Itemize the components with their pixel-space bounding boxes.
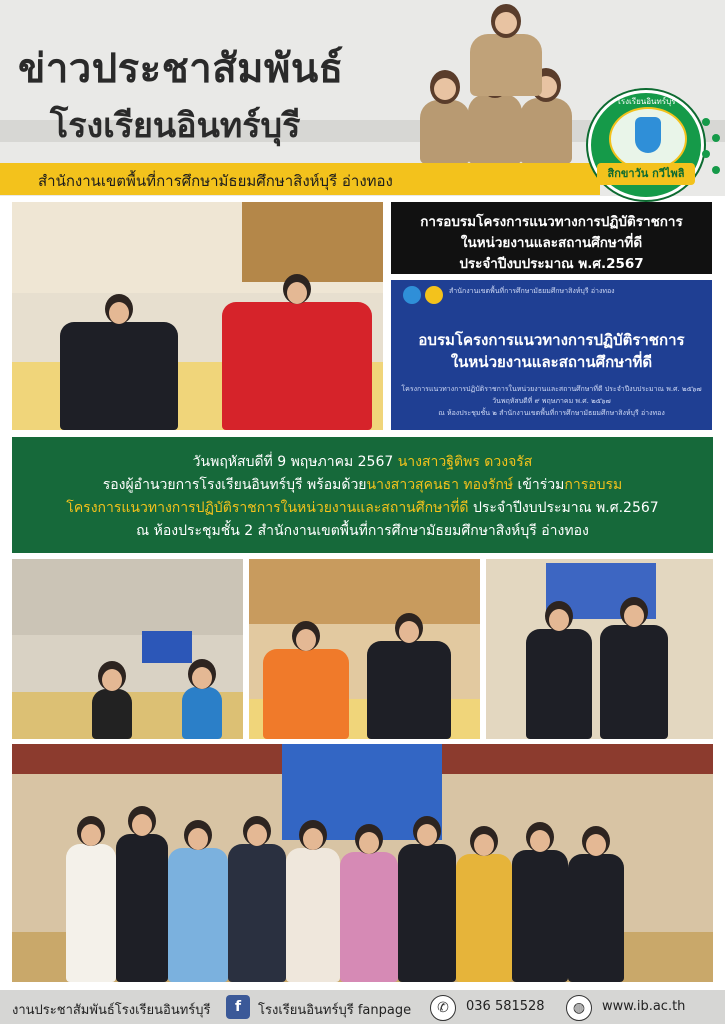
description-line: โครงการแนวทางการปฏิบัติราชการในหน่วยงานและสถานศึกษาที่ดี ประจำปีงบประมาณ พ.ศ.2567 xyxy=(66,500,659,516)
school-logo xyxy=(588,90,704,200)
footer xyxy=(0,990,725,1024)
officer-figure xyxy=(520,98,572,164)
footer-facebook-link[interactable]: โรงเรียนอินทร์บุรี fanpage xyxy=(258,1003,412,1018)
footer-website-link[interactable]: www.ib.ac.th xyxy=(602,999,686,1014)
description-line: ณ ห้องประชุมชั้น 2 สำนักงานเขตพื้นที่การศึกษามัธยมศึกษาสิงห์บุรี อ่างทอง xyxy=(136,523,589,539)
slide-subtext: วันพฤหัสบดีที่ ๙ พฤษภาคม พ.ศ. ๒๕๖๗ xyxy=(492,397,611,405)
officer-figure xyxy=(470,34,542,96)
school-name: โรงเรียนอินทร์บุรี xyxy=(50,106,301,146)
description-line: วันพฤหัสบดีที่ 9 พฤษภาคม 2567 นางสาวฐิติพร ดวงจรัส xyxy=(192,454,533,470)
phone-icon[interactable]: ✆ xyxy=(430,995,456,1021)
event-title-line: ในหน่วยงานและสถานศึกษาที่ดี xyxy=(460,235,643,251)
page-title: ข่าวประชาสัมพันธ์ xyxy=(18,46,344,92)
photo-room xyxy=(12,559,243,739)
photo-attendees xyxy=(249,559,480,739)
slide-subtext: โครงการแนวทางการปฏิบัติราชการในหน่วยงานและสถานศึกษาที่ดี ประจำปีงบประมาณ พ.ศ. ๒๕๖๗ xyxy=(401,385,702,393)
facebook-icon[interactable]: f xyxy=(226,995,250,1019)
event-title-box xyxy=(391,202,712,274)
event-title-line: การอบรมโครงการแนวทางการปฏิบัติราชการ xyxy=(420,214,683,230)
globe-icon[interactable]: ◍ xyxy=(566,995,592,1021)
logo-emblem xyxy=(609,107,687,171)
photo-group xyxy=(12,744,713,982)
description-line: รองผู้อำนวยการโรงเรียนอินทร์บุรี พร้อมด้วยนางสาวสุคนธา ทองรักษ์ เข้าร่วมการอบรม xyxy=(102,477,623,493)
slide-subtext: ณ ห้องประชุมชั้น ๒ สำนักงานเขตพื้นที่การศึกษามัธยมศึกษาสิงห์บุรี อ่างทอง xyxy=(438,409,665,417)
slide-header: สำนักงานเขตพื้นที่การศึกษามัธยมศึกษาสิงห์บุรี อ่างทอง xyxy=(449,287,615,295)
office-name: สำนักงานเขตพื้นที่การศึกษามัธยมศึกษาสิงห์บุรี อ่างทอง xyxy=(38,172,393,190)
footer-phone[interactable]: 036 581528 xyxy=(466,999,545,1014)
officer-figure xyxy=(468,94,522,164)
officer-figure xyxy=(420,100,470,164)
logo-top-text: โรงเรียนอินทร์บุรี xyxy=(616,97,676,106)
footer-pr-text: งานประชาสัมพันธ์โรงเรียนอินทร์บุรี xyxy=(12,1003,211,1018)
description-box xyxy=(12,437,713,553)
photo-main xyxy=(12,202,383,430)
photo-pair xyxy=(486,559,713,739)
event-title-line: ประจำปีงบประมาณ พ.ศ.2567 xyxy=(459,256,644,272)
logo-motto: สิกขาวัน กวีไพลิ xyxy=(597,163,695,185)
slide-title: อบรมโครงการแนวทางการปฏิบัติราชการ xyxy=(418,331,685,349)
presentation-slide xyxy=(391,280,712,430)
slide-title: ในหน่วยงานและสถานศึกษาที่ดี xyxy=(450,353,653,371)
